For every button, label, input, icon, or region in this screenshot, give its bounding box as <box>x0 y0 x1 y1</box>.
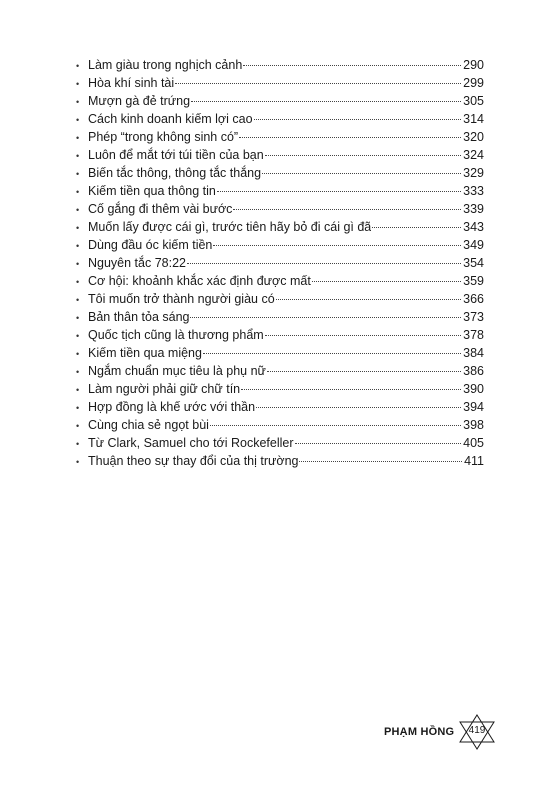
dot-leader <box>312 281 461 282</box>
bullet-icon: • <box>76 385 80 395</box>
toc-item-page: 354 <box>463 256 484 270</box>
bullet-icon: • <box>76 277 80 287</box>
dot-leader <box>265 335 461 336</box>
dot-leader <box>299 461 462 462</box>
dot-leader <box>233 209 461 210</box>
toc-item-page: 343 <box>463 220 484 234</box>
toc-item-title: Cách kinh doanh kiếm lợi cao <box>88 112 253 126</box>
toc-item-title: Làm người phải giữ chữ tín <box>88 382 241 396</box>
bullet-icon: • <box>76 79 80 89</box>
bullet-icon: • <box>76 169 80 179</box>
dot-leader <box>175 83 461 84</box>
bullet-icon: • <box>76 367 80 377</box>
toc-item <box>76 452 484 470</box>
toc-item-page: 299 <box>463 76 484 90</box>
dot-leader <box>267 371 461 372</box>
toc-item <box>76 344 484 362</box>
toc-item-title: Muốn lấy được cái gì, trước tiên hãy bỏ đi cái gì đã <box>88 220 372 234</box>
toc-item <box>76 380 484 398</box>
toc-item-page: 378 <box>463 328 484 342</box>
dot-leader <box>187 263 461 264</box>
toc-item-title: Từ Clark, Samuel cho tới Rockefeller <box>88 436 294 450</box>
dot-leader <box>203 353 461 354</box>
bullet-icon: • <box>76 187 80 197</box>
dot-leader <box>217 191 461 192</box>
toc-item-page: 329 <box>463 166 484 180</box>
author-name: PHẠM HỒNG <box>384 726 455 738</box>
bullet-icon: • <box>76 313 80 323</box>
dot-leader <box>262 173 461 174</box>
dot-leader <box>243 65 461 66</box>
bullet-icon: • <box>76 223 80 233</box>
toc-item-title: Làm giàu trong nghịch cảnh <box>88 58 243 72</box>
dot-leader <box>372 227 461 228</box>
toc-item-page: 320 <box>463 130 484 144</box>
bullet-icon: • <box>76 295 80 305</box>
toc-item-page: 305 <box>463 94 484 108</box>
bullet-icon: • <box>76 205 80 215</box>
bullet-icon: • <box>76 97 80 107</box>
dot-leader <box>276 299 461 300</box>
toc-item <box>76 308 484 326</box>
toc-item-title: Bản thân tỏa sáng <box>88 310 190 324</box>
toc-item <box>76 290 484 308</box>
toc-item <box>76 56 484 74</box>
toc-item <box>76 326 484 344</box>
toc-item-page: 411 <box>464 454 484 468</box>
toc-item <box>76 236 484 254</box>
toc-item-title: Biến tắc thông, thông tắc thắng <box>88 166 262 180</box>
dot-leader <box>256 407 461 408</box>
bullet-icon: • <box>76 259 80 269</box>
toc-item-title: Quốc tịch cũng là thương phẩm <box>88 328 264 342</box>
bullet-icon: • <box>76 241 80 251</box>
toc-item-title: Phép “trong không sinh có” <box>88 130 239 144</box>
toc-item-title: Cố gắng đi thêm vài bước <box>88 202 233 216</box>
toc-item-title: Cơ hội: khoảnh khắc xác định được mất <box>88 274 311 288</box>
toc-item <box>76 362 484 380</box>
toc-item-page: 324 <box>463 148 484 162</box>
bullet-icon: • <box>76 331 80 341</box>
toc-item-title: Hợp đồng là khế ước với thần <box>88 400 256 414</box>
toc-item-page: 390 <box>463 382 484 396</box>
toc-item-title: Tôi muốn trở thành người giàu có <box>88 292 275 306</box>
toc-item-page: 384 <box>463 346 484 360</box>
toc-item-title: Hòa khí sinh tài <box>88 76 175 90</box>
bullet-icon: • <box>76 133 80 143</box>
toc-item <box>76 128 484 146</box>
toc-item-title: Cùng chia sẻ ngọt bùi <box>88 418 209 432</box>
bullet-icon: • <box>76 439 80 449</box>
bullet-icon: • <box>76 403 80 413</box>
toc-item-title: Thuận theo sự thay đổi của thị trường <box>88 454 299 468</box>
toc-item <box>76 416 484 434</box>
toc-item <box>76 218 484 236</box>
dot-leader <box>295 443 462 444</box>
toc-item-page: 314 <box>463 112 484 126</box>
bullet-icon: • <box>76 349 80 359</box>
toc-item-page: 359 <box>463 274 484 288</box>
toc-item-title: Dùng đầu óc kiếm tiền <box>88 238 213 252</box>
toc-item <box>76 182 484 200</box>
page-footer <box>380 714 500 750</box>
toc-item <box>76 92 484 110</box>
bullet-icon: • <box>76 115 80 125</box>
toc-item <box>76 200 484 218</box>
toc-item-page: 405 <box>463 436 484 450</box>
dot-leader <box>191 101 461 102</box>
toc-item-page: 366 <box>463 292 484 306</box>
toc-item <box>76 398 484 416</box>
toc-item-title: Nguyên tắc 78:22 <box>88 256 186 270</box>
dot-leader <box>239 137 461 138</box>
bullet-icon: • <box>76 421 80 431</box>
toc-item-title: Ngắm chuẩn mục tiêu là phụ nữ <box>88 364 266 378</box>
toc-item-page: 394 <box>463 400 484 414</box>
table-of-contents <box>76 56 484 470</box>
dot-leader <box>241 389 461 390</box>
toc-item <box>76 110 484 128</box>
toc-item-page: 398 <box>463 418 484 432</box>
toc-item <box>76 254 484 272</box>
bullet-icon: • <box>76 457 80 467</box>
toc-item-page: 339 <box>463 202 484 216</box>
dot-leader <box>213 245 461 246</box>
toc-item-title: Kiếm tiền qua miệng <box>88 346 202 360</box>
toc-item <box>76 146 484 164</box>
bullet-icon: • <box>76 151 80 161</box>
toc-item-page: 333 <box>463 184 484 198</box>
toc-item-page: 386 <box>463 364 484 378</box>
toc-item <box>76 74 484 92</box>
toc-item-title: Mượn gà đẻ trứng <box>88 94 191 108</box>
toc-item-page: 290 <box>463 58 484 72</box>
toc-item-title: Kiếm tiền qua thông tin <box>88 184 216 198</box>
dot-leader <box>265 155 461 156</box>
toc-item-page: 349 <box>463 238 484 252</box>
toc-item <box>76 272 484 290</box>
toc-item-page: 373 <box>463 310 484 324</box>
dot-leader <box>210 425 461 426</box>
bullet-icon: • <box>76 61 80 71</box>
toc-item-title: Luôn để mắt tới túi tiền của bạn <box>88 148 264 162</box>
dot-leader <box>190 317 461 318</box>
page-number: 419 <box>468 725 486 736</box>
toc-item <box>76 164 484 182</box>
dot-leader <box>254 119 462 120</box>
toc-item <box>76 434 484 452</box>
